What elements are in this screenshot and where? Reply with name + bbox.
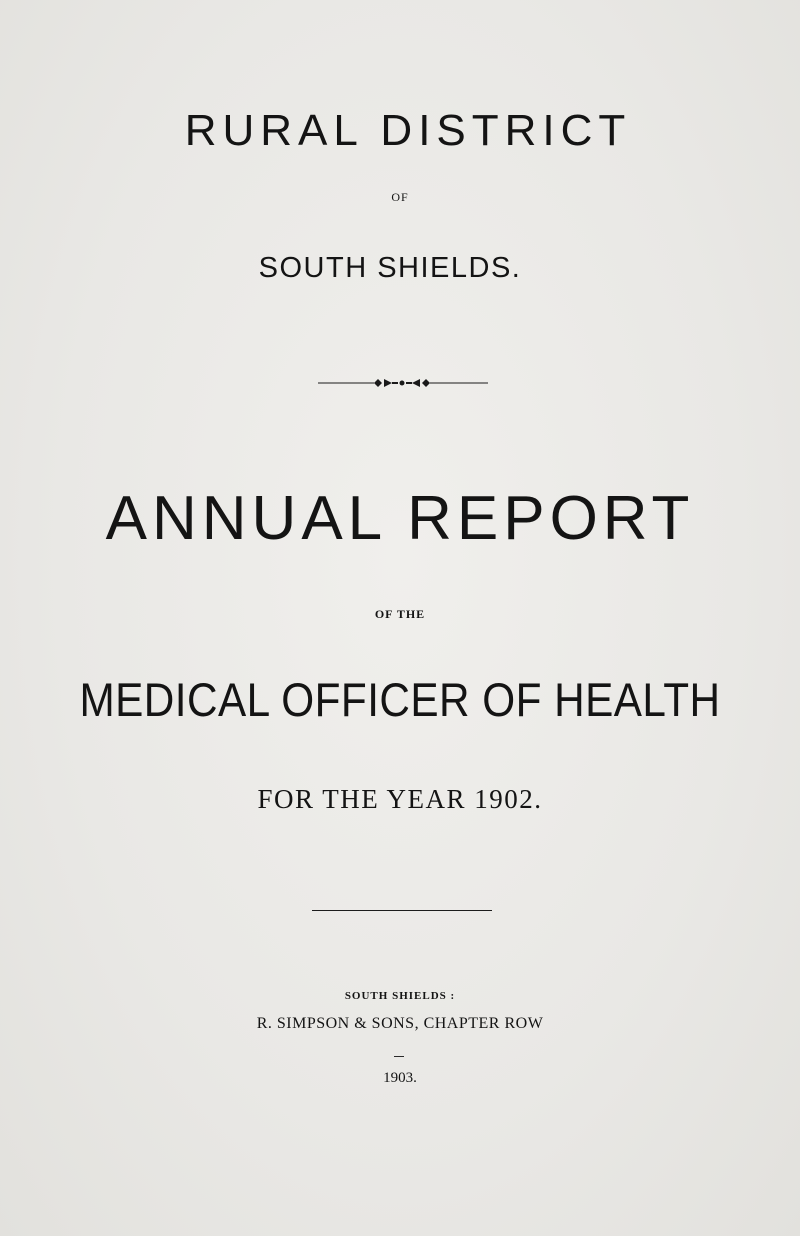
of-the-connector: OF THE [374,607,426,621]
report-subject: MEDICAL OFFICER OF HEALTH [79,673,721,726]
imprint-dash [394,1056,404,1057]
imprint-place: SOUTH SHIELDS : [344,990,456,1002]
of-connector: OF [391,190,409,204]
ornamental-rule [318,373,488,393]
imprint-printer: R. SIMPSON & SONS, CHAPTER ROW [256,1015,544,1032]
report-year: FOR THE YEAR 1902. [257,784,543,814]
divider-rule [312,910,492,911]
imprint-year: 1903. [383,1070,417,1086]
place-name: SOUTH SHIELDS. [258,252,522,284]
district-heading: RURAL DISTRICT [184,106,632,155]
report-title: ANNUAL REPORT [105,484,695,553]
